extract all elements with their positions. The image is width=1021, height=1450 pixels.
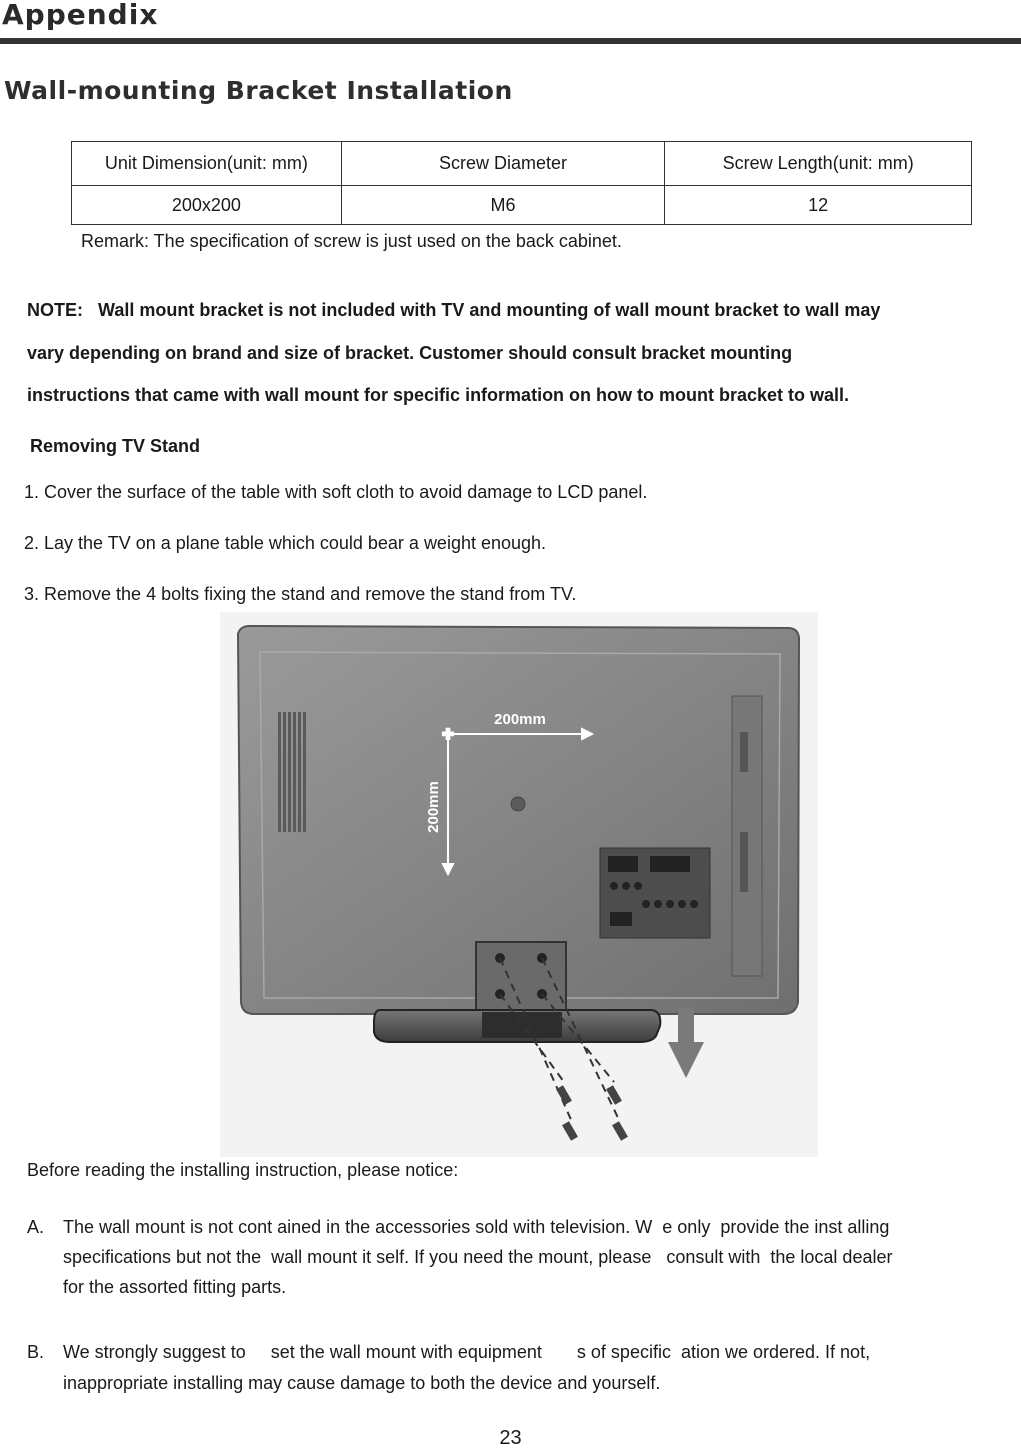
- table-cell: 200x200: [72, 186, 342, 225]
- horizontal-dimension-label: 200mm: [494, 711, 546, 728]
- svg-text:✚: ✚: [442, 726, 454, 742]
- table-cell: 12: [665, 186, 972, 225]
- notice-line: for the assorted fitting parts.: [63, 1277, 287, 1297]
- table-header-row: [72, 142, 972, 186]
- note-line: NOTE: Wall mount bracket is not included with TV and mounting of wall mount bracket to wall may: [27, 300, 881, 320]
- notice-label: B.: [27, 1342, 45, 1362]
- header-rule: [0, 38, 1021, 44]
- step-item: 2. Lay the TV on a plane table which could bear a weight enough.: [24, 533, 547, 553]
- remark-text: Remark: The specification of screw is just used on the back cabinet.: [81, 231, 622, 251]
- vertical-dimension-label: 200mm: [425, 781, 442, 833]
- table-row: [72, 186, 972, 225]
- notice-line: inappropriate installing may cause damage to both the device and yourself.: [63, 1373, 661, 1393]
- step-item: 3. Remove the 4 bolts fixing the stand and remove the stand from TV.: [24, 584, 577, 604]
- notice-line: specifications but not the wall mount it self. If you need the mount, please consult with the local dealer: [63, 1247, 893, 1267]
- notice-intro: Before reading the installing instruction, please notice:: [27, 1160, 459, 1180]
- page-header-title: Appendix: [2, 0, 159, 31]
- note-line: instructions that came with wall mount for specific information on how to mount bracket to wall.: [27, 385, 850, 405]
- notice-label: A.: [27, 1217, 45, 1237]
- note-line: vary depending on brand and size of bracket. Customer should consult bracket mounting: [27, 343, 793, 363]
- table-header-cell: Screw Diameter: [341, 142, 665, 186]
- page-number: 23: [499, 1427, 522, 1449]
- notice-line: The wall mount is not cont ained in the accessories sold with television. W e only provide the inst alling: [63, 1217, 890, 1237]
- section-title: Wall-mounting Bracket Installation: [4, 76, 513, 105]
- spec-table: [71, 141, 972, 225]
- tv-rear-illustration: [220, 612, 818, 1157]
- table-header-cell: Screw Length(unit: mm): [665, 142, 972, 186]
- notice-line: We strongly suggest to set the wall mount with equipment s of specific ation we ordered. If not,: [63, 1342, 871, 1362]
- table-header-cell: Unit Dimension(unit: mm): [72, 142, 342, 186]
- step-item: 1. Cover the surface of the table with soft cloth to avoid damage to LCD panel.: [24, 482, 648, 502]
- removing-stand-heading: Removing TV Stand: [30, 436, 201, 456]
- table-cell: M6: [341, 186, 665, 225]
